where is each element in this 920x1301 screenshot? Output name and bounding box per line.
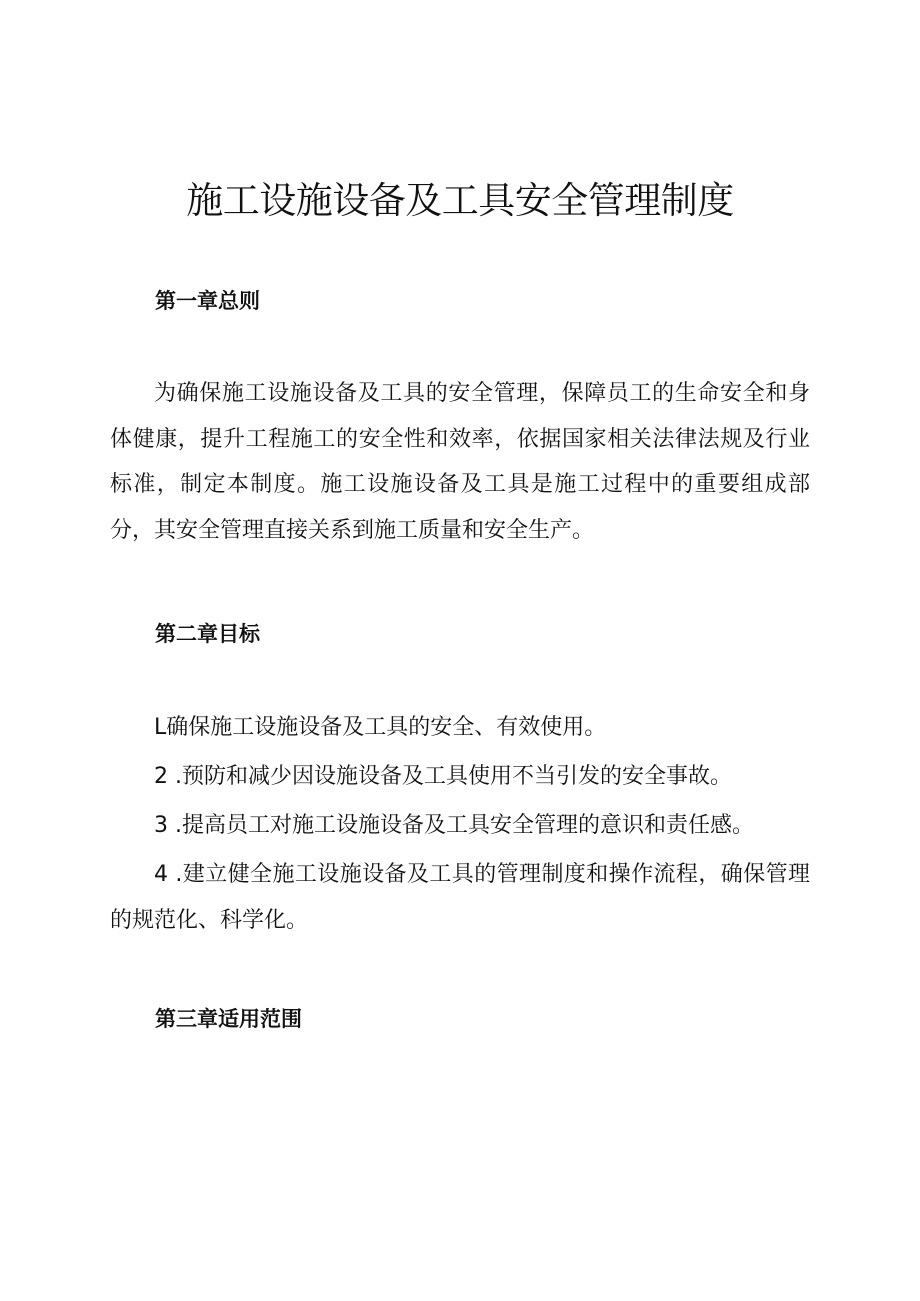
list-item: [110, 803, 810, 849]
list-item-number: 3 .: [154, 813, 182, 838]
list-item: [110, 754, 810, 800]
list-item-text: 预防和减少因设施设备及工具使用不当引发的安全事故。: [181, 764, 732, 789]
list-item-text: 提高员工对施工设施设备及工具安全管理的意识和责任感。: [181, 813, 754, 838]
list-item-number: 2 .: [154, 764, 182, 789]
list-item-number: L: [154, 715, 167, 740]
list-item: [110, 705, 810, 751]
list-item-text: 建立健全施工设施设备及工具的管理制度和操作流程，确保管理的规范化、科学化。: [110, 862, 810, 933]
chapter-3-heading: 第三章适用范围: [155, 1007, 302, 1031]
chapter-1-paragraph: 为确保施工设施设备及工具的安全管理，保障员工的生命安全和身体健康，提升工程施工的安全性和效率，依据国家相关法律法规及行业标准，制定本制度。施工设施设备及工具是施工过程中的重要组成部分，其安全管理直接关系到施工质量和安全生产。: [110, 381, 810, 543]
document-title: 施工设施设备及工具安全管理制度: [186, 179, 734, 222]
list-item: [110, 852, 810, 943]
chapter-1-heading: 第一章总则: [155, 289, 260, 313]
list-item-text: 确保施工设施设备及工具的安全、有效使用。: [166, 715, 607, 740]
chapter-2-heading: 第二章目标: [155, 622, 260, 646]
list-item-number: 4 .: [154, 862, 183, 887]
